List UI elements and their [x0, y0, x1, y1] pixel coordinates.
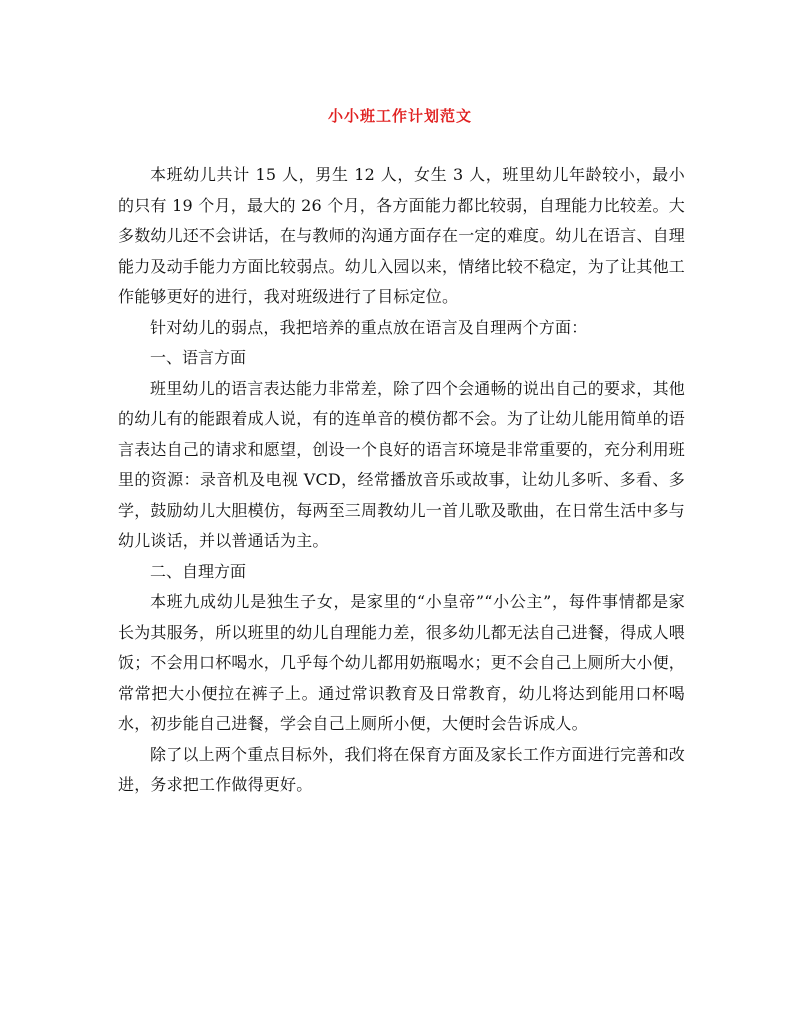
paragraph-self-care: 本班九成幼儿是独生子女，是家里的“小皇帝”“小公主”，每件事情都是家长为其服务，所以班里的幼儿自理能力差，很多幼儿都无法自己进餐，得成人喂饭；不会用口杯喝水，几乎每个幼儿都用奶瓶喝水；更不会自己上厕所大小便，常常把大小便拉在裤子上。通过常识教育及日常教育，幼儿将达到能用口杯喝水，初步能自己进餐，学会自己上厕所小便，大便时会告诉成人。 — [118, 592, 686, 733]
section-heading-self-care: 二、自理方面 — [150, 561, 247, 581]
paragraph-intro: 本班幼儿共计 15 人，男生 12 人，女生 3 人，班里幼儿年龄较小，最小的只有 19 个月，最大的 26 个月，各方面能力都比较弱，自理能力比较差。大多数幼儿还不会讲话，在与教师的沟通方面存在一定的难度。幼儿在语言、自理能力及动手能力方面比较弱点。幼儿入园以来，情绪比较不稳定，为了让其他工作能够更好的进行，我对班级进行了目标定位。 — [118, 165, 686, 306]
document-body — [118, 160, 685, 801]
document-title: 小小班工作计划范文 — [327, 107, 472, 125]
paragraph-language: 班里幼儿的语言表达能力非常差，除了四个会通畅的说出自己的要求，其他的幼儿有的能跟着成人说，有的连单音的模仿都不会。为了让幼儿能用简单的语言表达自己的请求和愿望，创设一个良好的语言环境是非常重要的，充分利用班里的资源：录音机及电视 VCD，经常播放音乐或故事，让幼儿多听、多看、多学，鼓励幼儿大胆模仿，每两至三周教幼儿一首儿歌及歌曲，在日常生活中多与幼儿谈话，并以普通话为主。 — [118, 378, 686, 550]
section-heading-language: 一、语言方面 — [150, 348, 247, 367]
paragraph-focus: 针对幼儿的弱点，我把培养的重点放在语言及自理两个方面： — [150, 317, 588, 337]
paragraph-conclusion: 除了以上两个重点目标外，我们将在保育方面及家长工作方面进行完善和改进，务求把工作做得更好。 — [118, 744, 685, 794]
